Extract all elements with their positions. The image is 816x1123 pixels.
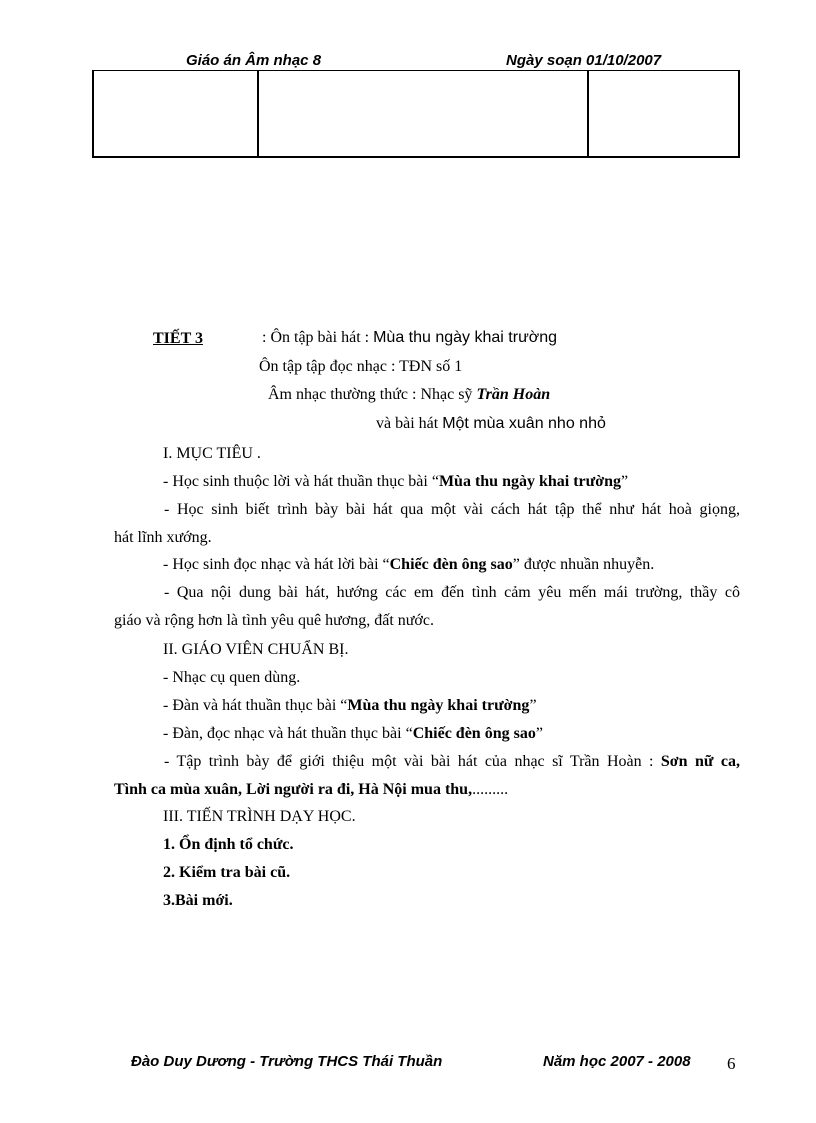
section-2-p4-songs-1: Sơn nữ ca,: [660, 753, 740, 770]
section-3-item-1: 1. Ổn định tổ chức.: [163, 836, 294, 853]
lesson-song-2: Một mùa xuân nho nhỏ: [442, 415, 606, 432]
section-2-p3-suffix: ”: [535, 725, 543, 742]
section-1-p3: [163, 556, 654, 574]
lesson-line-3-prefix: Âm nhạc thường thức : Nhạc sỹ: [268, 386, 477, 403]
section-2-p3-text: - Đàn, đọc nhạc và hát thuần thục bài “: [163, 725, 413, 742]
section-2-p4-line2: [114, 781, 508, 799]
table-divider-2: [587, 71, 589, 156]
footer-author: Đào Duy Dương - Trường THCS Thái Thuần: [131, 1053, 443, 1070]
header-left-title: Giáo án Âm nhạc 8: [186, 52, 322, 69]
section-2-p4-ellipsis: .........: [472, 781, 509, 798]
section-2-p2: [163, 697, 537, 715]
section-3-item-2: 2. Kiểm tra bài cũ.: [163, 864, 291, 881]
section-1-p3-suffix: ” được nhuần nhuyễn.: [512, 556, 655, 573]
section-3-heading: III. TIẾN TRÌNH DẠY HỌC.: [163, 808, 356, 825]
page-number: 6: [727, 1054, 736, 1073]
section-1-p1-song: Mùa thu ngày khai trường: [438, 473, 622, 490]
section-1-p1-text: - Học sinh thuộc lời và hát thuần thục bài “: [163, 473, 439, 490]
header-date: Ngày soạn 01/10/2007: [506, 52, 662, 69]
lesson-song-1: Mùa thu ngày khai trường: [373, 329, 558, 346]
section-1-p4-line2: giáo và rộng hơn là tình yêu quê hương, đất nước.: [114, 612, 434, 629]
section-2-p2-text: - Đàn và hát thuần thục bài “: [163, 697, 348, 714]
lesson-line-2-prefix: Ôn tập tập đọc nhạc :: [259, 358, 400, 375]
section-2-p4-text: - Tập trình bày để giới thiệu một vài bài hát của nhạc sĩ Trần Hoàn :: [164, 753, 661, 770]
section-1-p1-suffix: ”: [621, 473, 629, 490]
section-2-p1: - Nhạc cụ quen dùng.: [163, 669, 301, 686]
lesson-line-1-prefix: : Ôn tập bài hát :: [262, 329, 374, 346]
composer-name: Trần Hoàn: [476, 386, 551, 403]
lesson-line-1: [262, 329, 557, 347]
header-table: [92, 70, 740, 158]
lesson-number: TIẾT 3: [153, 330, 203, 347]
table-divider-1: [257, 71, 259, 156]
lesson-line-2: [259, 358, 462, 376]
section-2-p4-line1: [164, 753, 740, 771]
section-1-p3-text: - Học sinh đọc nhạc và hát lời bài “: [163, 556, 390, 573]
footer-school-year: Năm học 2007 - 2008: [543, 1053, 691, 1070]
section-1-p3-song: Chiếc đèn ông sao: [389, 556, 513, 573]
lesson-line-2-value: TĐN số 1: [399, 358, 463, 375]
section-2-p3: [163, 725, 543, 743]
section-1-p2-line1: - Học sinh biết trình bày bài hát qua một vài cách hát tập thể như hát hoà giọng,: [164, 501, 740, 518]
section-1-p1: [163, 473, 628, 491]
section-1-heading: I. MỤC TIÊU .: [163, 445, 261, 462]
section-2-p4-songs-2: Tình ca mùa xuân, Lời người ra đi, Hà Nội mua thu,: [114, 781, 473, 798]
section-2-p2-song: Mùa thu ngày khai trường: [347, 697, 530, 714]
lesson-line-3: [268, 386, 550, 404]
section-1-p2-line2: hát lĩnh xướng.: [114, 529, 212, 546]
section-3-item-3: 3.Bài mới.: [163, 892, 233, 909]
section-2-heading: II. GIÁO VIÊN CHUẨN BỊ.: [163, 641, 349, 658]
section-1-p4-line1: - Qua nội dung bài hát, hướng các em đến tình cảm yêu mến mái trường, thầy cô: [164, 584, 740, 601]
section-2-p2-suffix: ”: [529, 697, 537, 714]
lesson-line-4-prefix: và bài hát: [376, 415, 443, 432]
lesson-line-4: [376, 415, 606, 433]
section-2-p3-song: Chiếc đèn ông sao: [412, 725, 536, 742]
